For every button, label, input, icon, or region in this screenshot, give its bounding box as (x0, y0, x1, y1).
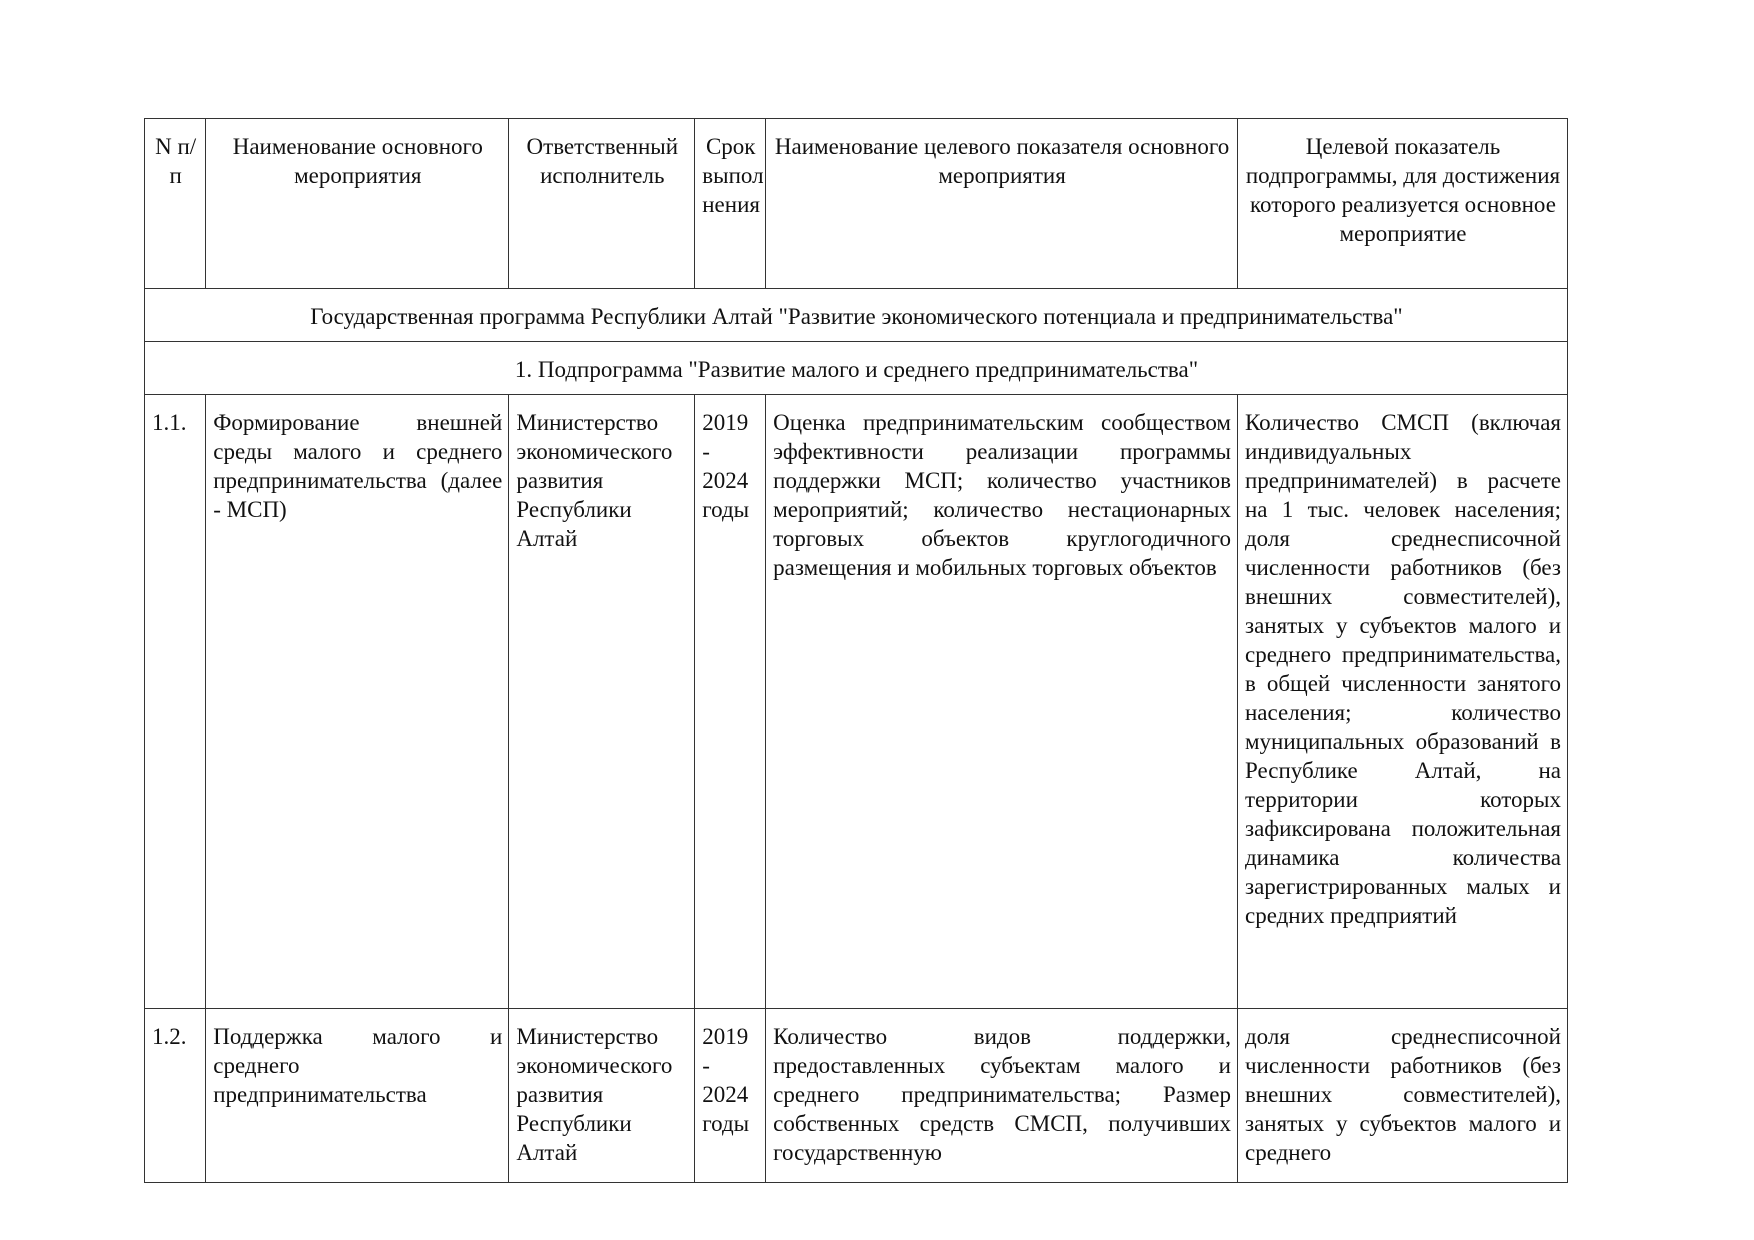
row-indicator: Количество видов поддержки, предоставленных субъектам малого и среднего предпринимательства; Размер собственных средств СМСП, получивших государственную (766, 1009, 1238, 1183)
table-row (145, 395, 1568, 1009)
header-term: Срок выпол нения (695, 119, 766, 289)
header-measure-name: Наименование основного мероприятия (206, 119, 509, 289)
row-measure-name: Формирование внешней среды малого и среднего предпринимательства (далее - МСП) (206, 395, 509, 1009)
row-num: 1.1. (145, 395, 206, 1009)
row-measure-name: Поддержка малого и среднего предпринимательства (206, 1009, 509, 1183)
row-target-indicator: Количество СМСП (включая индивидуальных предпринимателей) в расчете на 1 тыс. человек населения; доля среднесписочной численности работников (без внешних совместителей), занятых у субъектов малого и среднего предпринимательства, в общей численности занятого населения; количество муниципальных образований в Республике Алтай, на территории которых зафиксирована положительная динамика количества зарегистрированных малых и средних предприятий (1237, 395, 1567, 1009)
row-indicator: Оценка предпринимательским сообществом эффективности реализации программы поддержки МСП; количество участников мероприятий; количество нестационарных торговых объектов круглогодичного размещения и мобильных торговых объектов (766, 395, 1238, 1009)
header-responsible: Ответственный исполнитель (509, 119, 695, 289)
row-term: 2019 - 2024 годы (695, 395, 766, 1009)
table-header-row (145, 119, 1568, 289)
header-target-indicator: Целевой показатель подпрограммы, для достижения которого реализуется основное мероприятие (1237, 119, 1567, 289)
header-num: N п/п (145, 119, 206, 289)
row-responsible: Министерство экономического развития Республики Алтай (509, 395, 695, 1009)
subprogram-row (145, 342, 1568, 395)
measures-table (144, 118, 1568, 1183)
subprogram-title: 1. Подпрограмма "Развитие малого и среднего предпринимательства" (145, 342, 1568, 395)
program-row (145, 289, 1568, 342)
table-row (145, 1009, 1568, 1183)
row-target-indicator: доля среднесписочной численности работников (без внешних совместителей), занятых у субъектов малого и среднего (1237, 1009, 1567, 1183)
program-title: Государственная программа Республики Алтай "Развитие экономического потенциала и предпринимательства" (145, 289, 1568, 342)
header-indicator: Наименование целевого показателя основного мероприятия (766, 119, 1238, 289)
row-num: 1.2. (145, 1009, 206, 1183)
row-responsible: Министерство экономического развития Республики Алтай (509, 1009, 695, 1183)
row-term: 2019 - 2024 годы (695, 1009, 766, 1183)
